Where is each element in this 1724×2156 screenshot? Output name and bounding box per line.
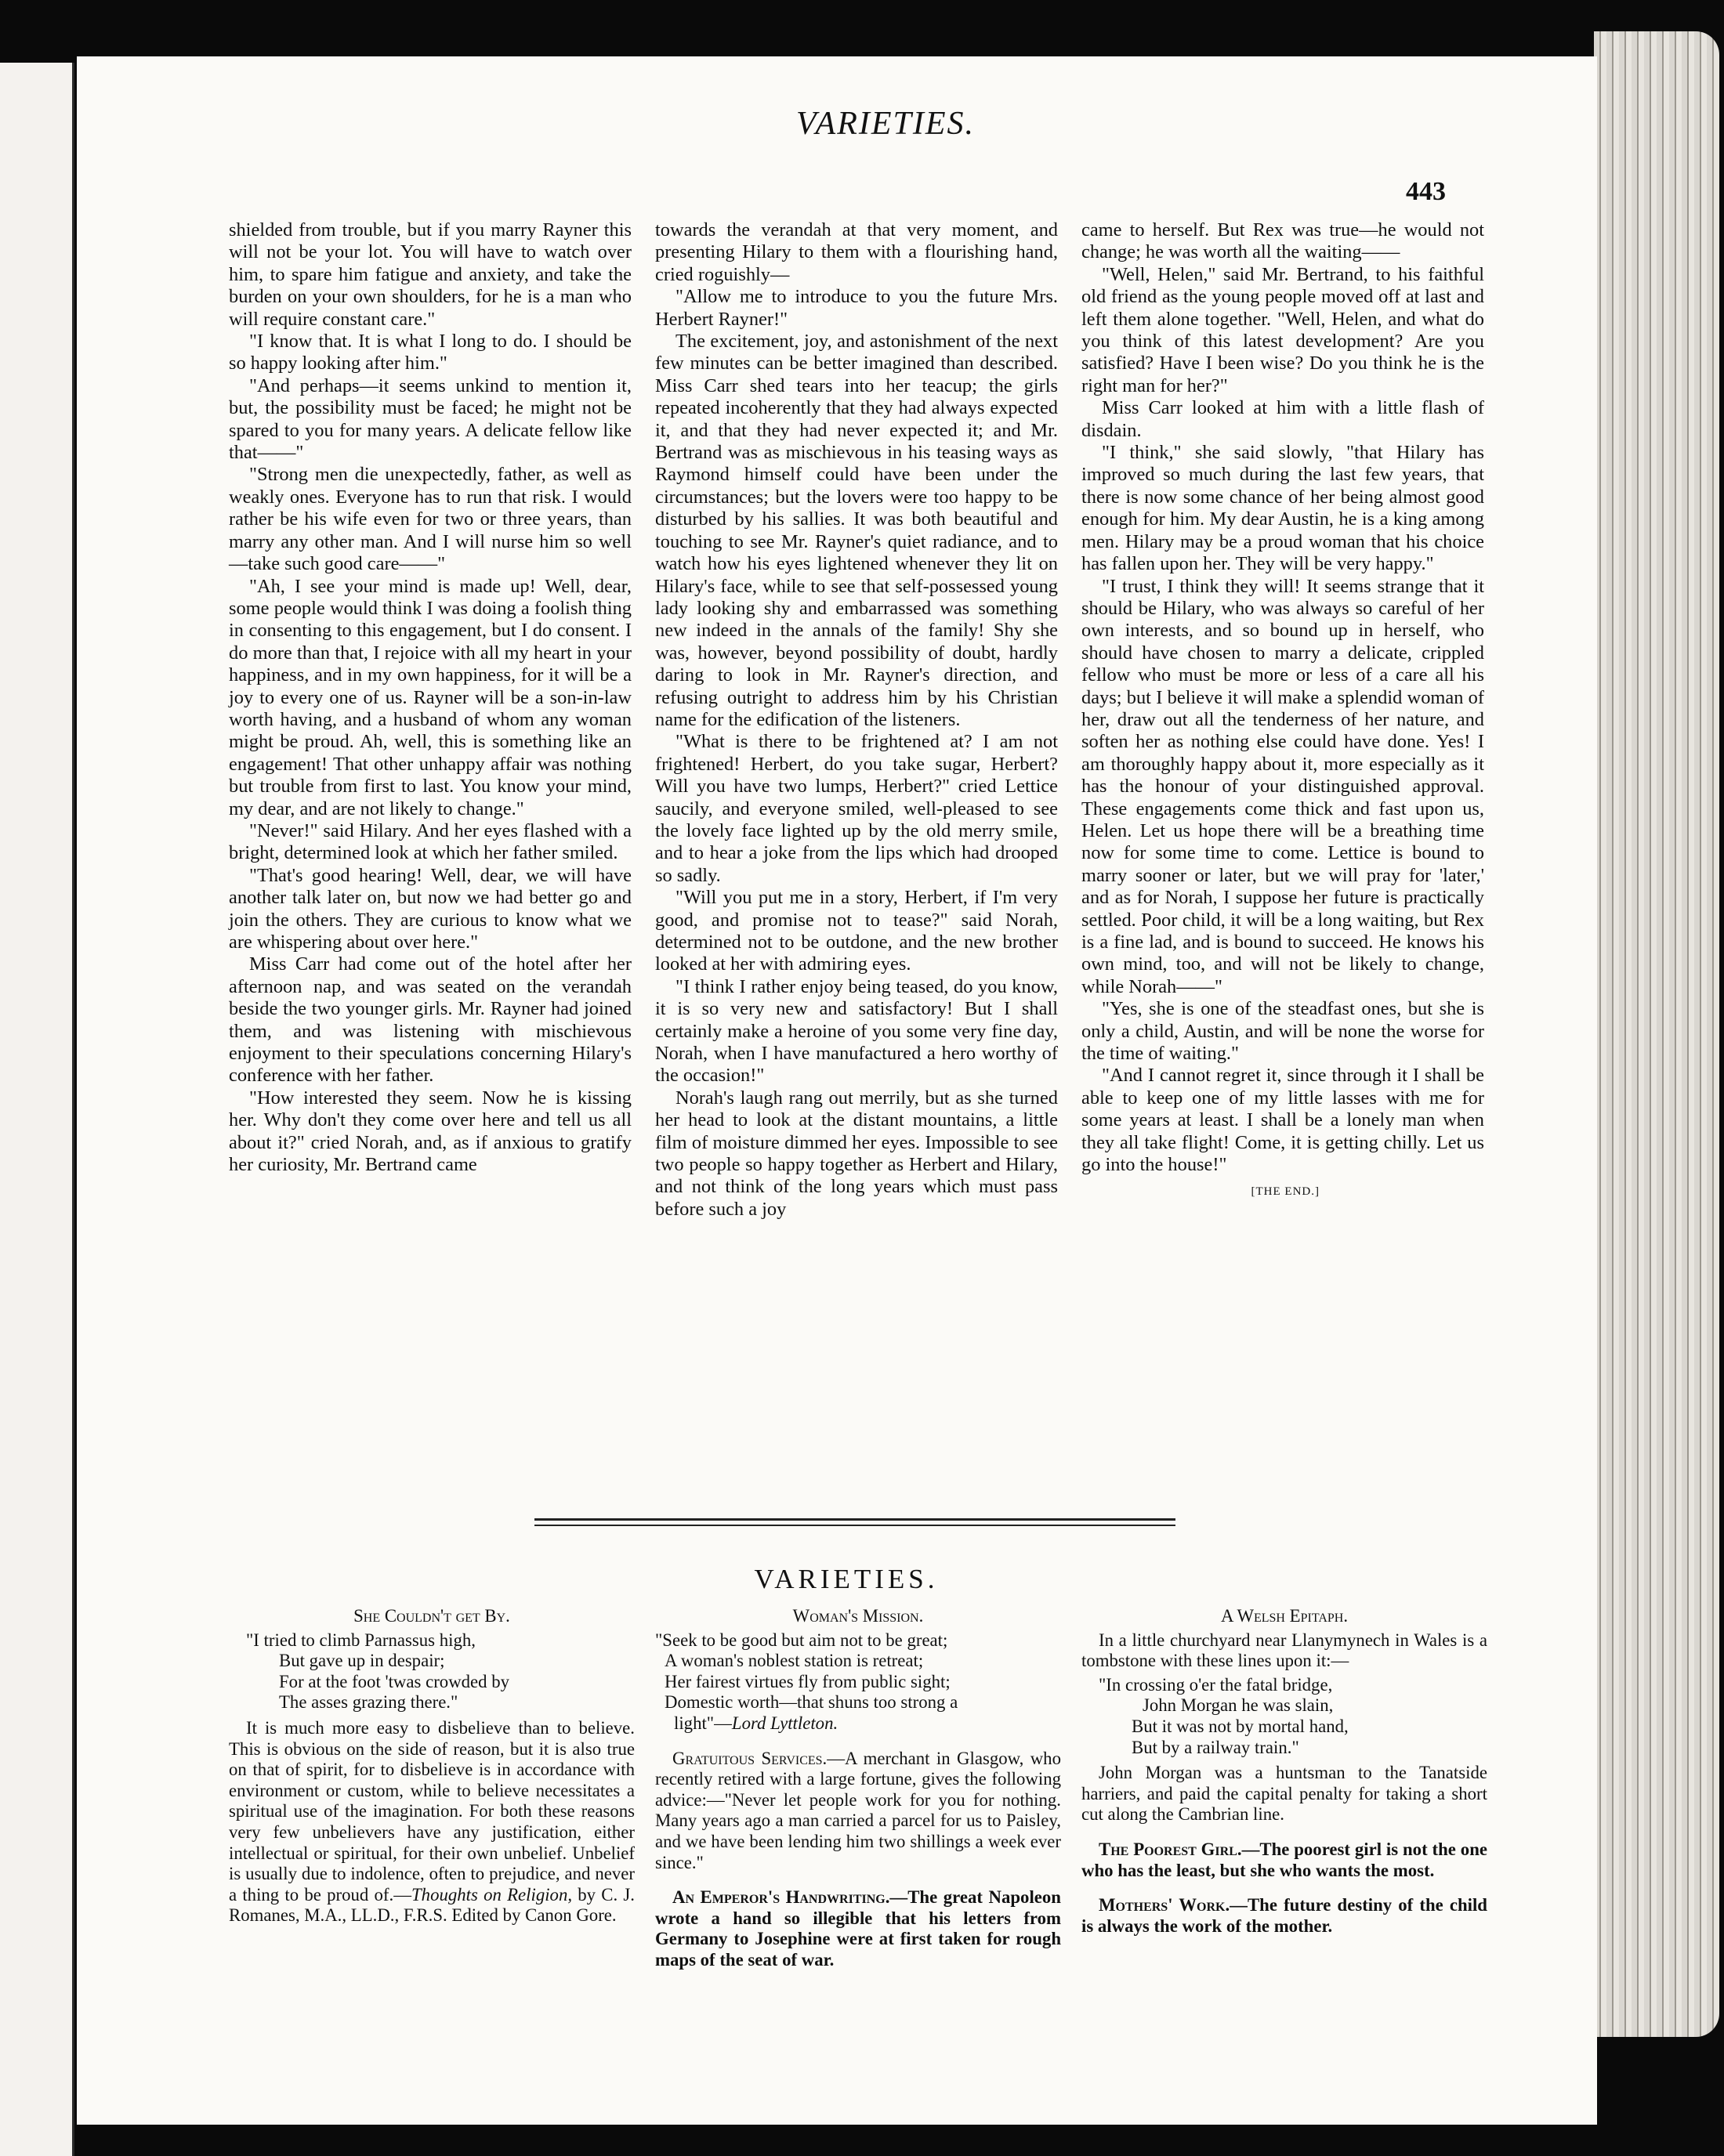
- story-paragraph: "How interested they seem. Now he is kissing her. Why don't they come over here and tell us all about it?" cried Norah, and, as if anxious to gratify her curiosity, Mr. Bertrand came: [229, 1087, 632, 1176]
- source-title: Thoughts on Religion,: [411, 1884, 573, 1905]
- book-page-edges: [1594, 31, 1719, 2037]
- story-paragraph: The excitement, joy, and astonishment of the next few minutes can be better imagined than described. Miss Carr shed tears into her teacup; the girls repeated incoherently that they had always expected it, and that they had never expected it; and Mr. Bertrand was as mischievous in his teasing ways as Raymond himself could have been under the circumstances; but the lovers were too happy to be disturbed by his sallies. It was both beautiful and touching to see Mr. Rayner's quiet radiance, and to watch how his eyes lightened whenever they lit on Hilary's face, while to see that self-possessed young lady looking shy and embarrassed was something new indeed in the annals of the family! Shy she was, however, beyond possibility of doubt, hardly daring to look in Mr. Rayner's direction, and refusing outright to address him by his Christian name for the edification of the listeners.: [655, 331, 1058, 730]
- verse-line: "Seek to be good but aim not to be great;: [655, 1630, 948, 1650]
- running-head: VARIETIES.: [796, 106, 975, 142]
- varieties-column-1: [229, 1606, 635, 1926]
- story-paragraph: "What is there to be frightened at? I am not frightened! Herbert, do you take sugar, Herbert? Will you have two lumps, Herbert?" cried Lettice saucily, and everyone smiled, well-pleased to see the lovely face lighted up by the old merry smile, and to hear a joke from the lips which had drooped so sadly.: [655, 731, 1058, 886]
- story-paragraph: "I think," she said slowly, "that Hilary has improved so much during the last few years, that there is now some chance of her being almost good enough for him. My dear Austin, he is a king among men. Hilary may be a proud woman that his choice has fallen upon her. They will be very happy.": [1081, 442, 1484, 575]
- story-paragraph: "Yes, she is one of the steadfast ones, but she is only a child, Austin, and will be none the worse for the time of waiting.": [1081, 998, 1484, 1065]
- body-text: —The great Napoleon wrote a hand so illegible that his letters from Germany to Josephine were at first taken for rough maps of the seat of war.: [655, 1887, 1061, 1970]
- item-heading: Mothers' Work.: [1099, 1895, 1230, 1915]
- item-body: John Morgan was a huntsman to the Tanatside harriers, and paid the capital penalty for taking a short cut along the Cambrian line.: [1081, 1763, 1487, 1825]
- story-column-1: [229, 219, 632, 1176]
- story-paragraph: "Allow me to introduce to you the future Mrs. Herbert Rayner!": [655, 286, 1058, 330]
- item-body: [229, 1718, 635, 1926]
- story-paragraph: Norah's laugh rang out merrily, but as she turned her head to look at the distant mountains, a little film of moisture dimmed her eyes. Impossible to see two people so happy together as Herbert and Hilary, and not think of the long years which must pass before such a joy: [655, 1087, 1058, 1220]
- the-end-mark: [THE END.]: [1251, 1185, 1320, 1199]
- story-paragraph: shielded from trouble, but if you marry Rayner this will not be your lot. You will have to watch over him, to spare him fatigue and anxiety, and take the burden on your own shoulders, for he is a man who will require constant care.": [229, 219, 632, 330]
- verse-line: Her fairest virtues fly from public sight;: [665, 1671, 951, 1691]
- verse-line: But gave up in despair;: [279, 1651, 445, 1671]
- body-text: —The poorest girl is not the one who has the least, but she who wants the most.: [1081, 1839, 1487, 1880]
- story-paragraph: "I know that. It is what I long to do. I should be so happy looking after him.": [229, 331, 632, 374]
- varieties-title: VARIETIES.: [754, 1564, 939, 1594]
- story-column-2: [655, 219, 1058, 1221]
- verse-line: "I tried to climb Parnassus high,: [246, 1630, 476, 1650]
- verse-line: The asses grazing there.": [279, 1692, 458, 1713]
- varieties-column-2: [655, 1606, 1061, 1971]
- story-paragraph: "Strong men die unexpectedly, father, as well as weakly ones. Everyone has to run that risk. I would rather be his wife even for two or three years, than marry any other man. And I will nurse him so well—take such good care——": [229, 464, 632, 575]
- story-paragraph: "I think I rather enjoy being teased, do you know, it is so very new and satisfactory! But I shall certainly make a heroine of you some very fine day, Norah, when I have manufactured a hero worthy of the occasion!": [655, 975, 1058, 1087]
- item-heading: A Welsh Epitaph.: [1220, 1606, 1349, 1626]
- verse-line: For at the foot 'twas crowded by: [279, 1671, 510, 1691]
- story-paragraph: towards the verandah at that very moment, and presenting Hilary to them with a flourishing hand, cried roguishly—: [655, 219, 1058, 285]
- item-body: In a little churchyard near Llanymynech in Wales is a tombstone with these lines upon it:—: [1081, 1630, 1487, 1671]
- varieties-column-3: [1081, 1606, 1487, 1937]
- verse-text: light"—: [674, 1713, 732, 1733]
- story-paragraph: Miss Carr looked at him with a little flash of disdain.: [1081, 397, 1484, 441]
- story-column-3: [1081, 219, 1484, 1203]
- story-paragraph: "And I cannot regret it, since through it I shall be able to keep one of my little lasses with me for some years at least. I shall be a lonely man when they all take flight! Come, it is getting chilly. Let us go into the house!": [1081, 1065, 1484, 1176]
- verse-line: Domestic worth—that shuns too strong a: [665, 1692, 958, 1713]
- body-text: —The future destiny of the child is always the work of the mother.: [1081, 1895, 1487, 1936]
- item-heading: Woman's Mission.: [792, 1606, 924, 1626]
- facing-page-edge: [0, 63, 74, 2156]
- body-text: by C. J. Romanes, M.A., LL.D., F.R.S. Edited by Canon Gore.: [229, 1884, 635, 1926]
- verse-line: [655, 1713, 1061, 1735]
- item-heading: She Couldn't get By.: [353, 1606, 510, 1626]
- verse-line: John Morgan he was slain,: [1143, 1695, 1334, 1716]
- body-text: —A merchant in Glasgow, who recently retired with a large fortune, gives the following advice:—"Never let people work for you for nothing. Many years ago a man carried a parcel for us to Paisley, and we have been lending him two shillings a week ever since.": [655, 1748, 1061, 1872]
- verse-line: "In crossing o'er the fatal bridge,: [1099, 1674, 1333, 1695]
- verse: [1099, 1675, 1487, 1758]
- item-body: [1081, 1839, 1487, 1881]
- item-body: [655, 1749, 1061, 1874]
- story-paragraph: "And perhaps—it seems unkind to mention it, but, the possibility must be faced; he might not be spared to you for many years. A delicate fellow like that——": [229, 374, 632, 464]
- story-paragraph: "That's good hearing! Well, dear, we will have another talk later on, but now we had better go and join the others. They are curious to know what we are whispering about over here.": [229, 864, 632, 953]
- verse-line: But it was not by mortal hand,: [1132, 1716, 1349, 1736]
- verse-line: But by a railway train.": [1132, 1737, 1299, 1757]
- body-text: It is much more easy to disbelieve than to believe. This is obvious on the side of reason, but it is also true on that of spirit, for to disbelieve is in accordance with environment or custom, while to believe necessitates a spiritual use of the imagination. For both these reasons very few unbelievers have any justification, either intellectual or spiritual, for their own unbelief. Unbelief is usually due to indolence, often to prejudice, and never a thing to be proud of.—: [229, 1717, 635, 1905]
- story-paragraph: "I trust, I think they will! It seems strange that it should be Hilary, who was always so careful of her own interests, and so bound up in herself, who should have chosen to marry a delicate, crippled fellow who must be more or less of a care all his days; but I believe it will make a splendid woman of her, draw out all the tenderness of her nature, and soften her as nothing else could have done. Yes! I am thoroughly happy about it, more especially as it has the honour of your distinguished approval. These engagements come thick and fast upon us, Helen. Let us hope there will be a breathing time now for some time to come. Lettice is bound to marry sooner or later, but we will pray for 'later,' and as for Norah, I suppose her future is practically settled. Poor child, it will be a long waiting, but Rex is a fine lad, and is bound to succeed. He knows his own mind, too, and will not be likely to change, while Norah——": [1081, 575, 1484, 997]
- story-paragraph: Miss Carr had come out of the hotel after her afternoon nap, and was seated on the verandah beside the two younger girls. Mr. Rayner had joined them, and was listening with mischievous enjoyment to their speculations concerning Hilary's conference with her father.: [229, 953, 632, 1087]
- item-body: [655, 1887, 1061, 1970]
- story-paragraph: "Will you put me in a story, Herbert, if I'm very good, and promise not to tease?" said Norah, determined not to be outdone, and the new brother looked at her with admiring eyes.: [655, 887, 1058, 975]
- item-body: [1081, 1895, 1487, 1937]
- page-number: 443: [1406, 177, 1446, 206]
- story-paragraph: "Ah, I see your mind is made up! Well, dear, some people would think I was doing a foolish thing in consenting to this engagement, but I do consent. I do more than that, I rejoice with all my heart in your happiness, and in my own happiness, for it will be a joy to every one of us. Rayner will be a son-in-law worth having, and a husband of whom any woman might be proud. Ah, well, this is something like an engagement! That other unhappy affair was nothing but trouble from first to last. You know your mind, my dear, and are not likely to change.": [229, 575, 632, 819]
- item-heading: The Poorest Girl.: [1099, 1839, 1242, 1859]
- story-paragraph: "Never!" said Hilary. And her eyes flashed with a bright, determined look at which her father smiled.: [229, 819, 632, 864]
- item-heading: Gratuitous Services.: [672, 1748, 828, 1768]
- verse-line: A woman's noblest station is retreat;: [665, 1651, 924, 1671]
- item-heading: An Emperor's Handwriting.: [672, 1887, 890, 1908]
- story-paragraph: came to herself. But Rex was true—he would not change; he was worth all the waiting——: [1081, 219, 1484, 263]
- section-divider: [534, 1518, 1175, 1526]
- verse-attribution: Lord Lyttleton.: [731, 1713, 838, 1733]
- verse: [246, 1630, 635, 1713]
- verse: [655, 1630, 1061, 1735]
- story-paragraph: "Well, Helen," said Mr. Bertrand, to his faithful old friend as the young people moved off at last and left them alone together. "Well, Helen, and what do you think of this latest development? Are you satisfied? Have I been wise? Do you think he is the right man for her?": [1081, 263, 1484, 396]
